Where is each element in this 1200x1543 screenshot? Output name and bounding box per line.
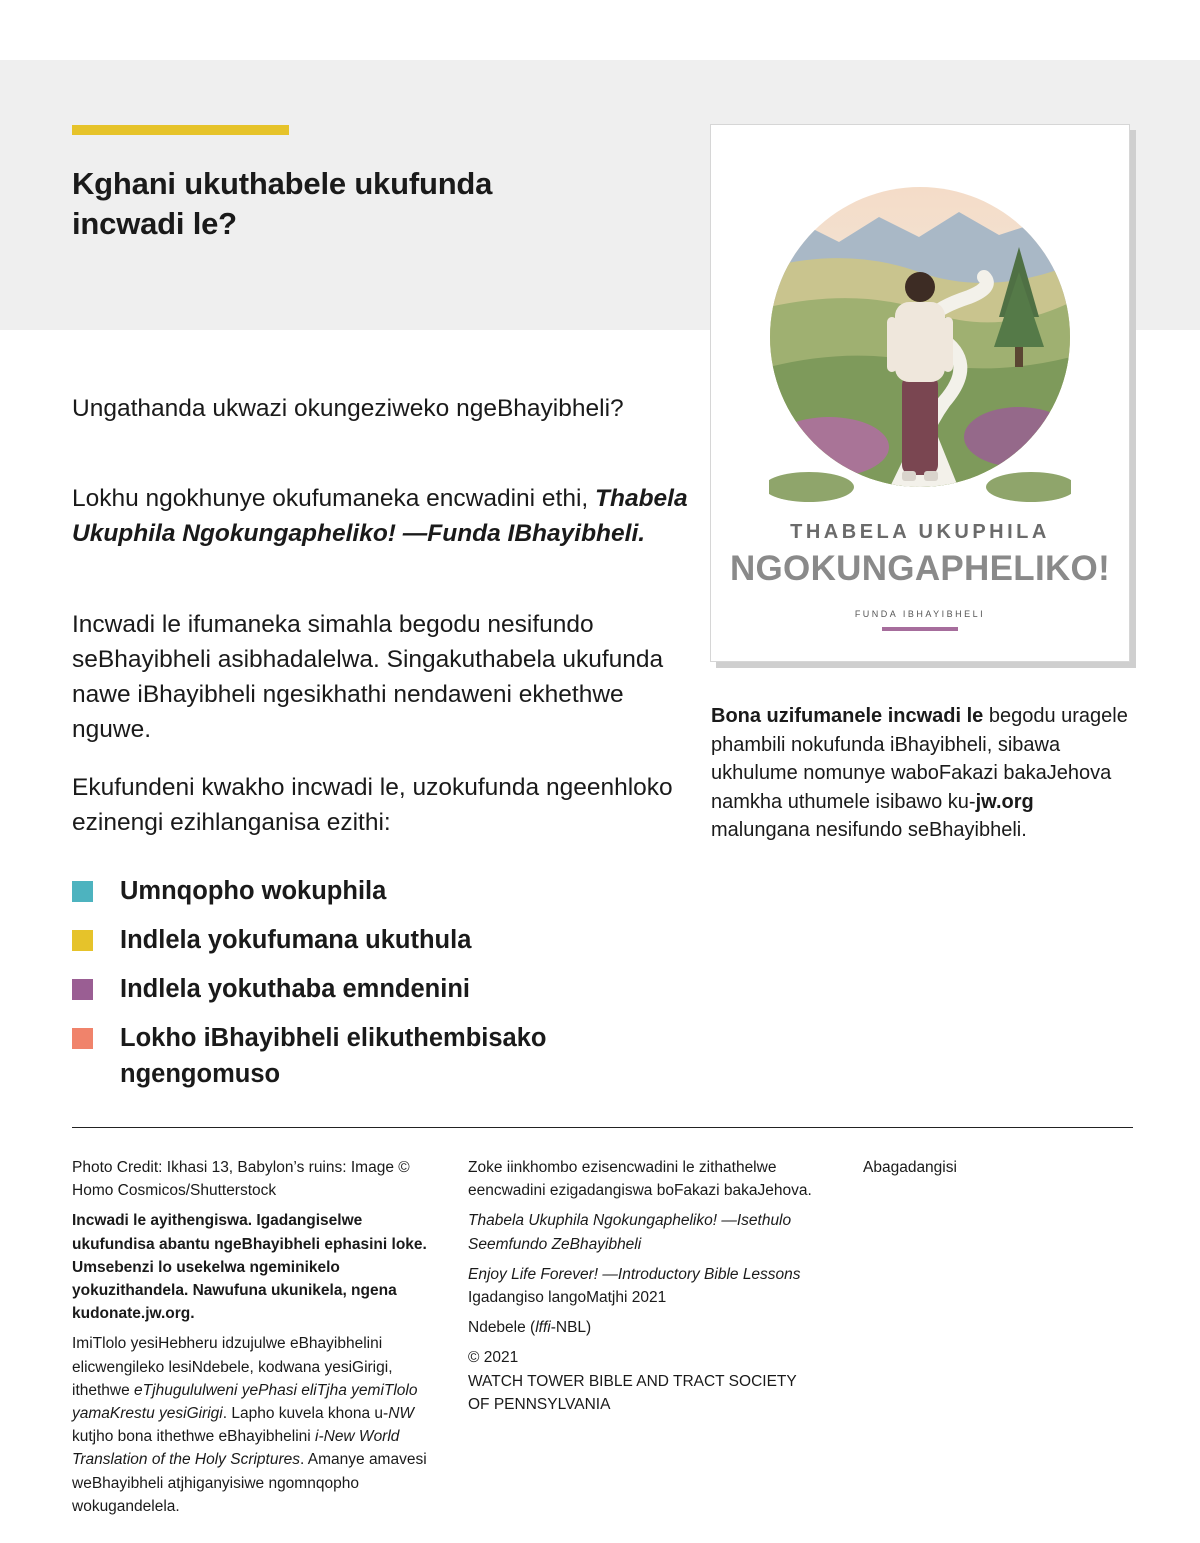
cover-illustration: [769, 187, 1071, 507]
intro-topics-lead: Ekufundeni kwakho incwadi le, uzokufunda ngeenhloko ezinengi ezihlanganisa ezithi:: [72, 774, 673, 836]
cta-bold-lead: Bona uzifumanele incwadi le: [711, 705, 984, 727]
intro-question: Ungathanda ukwazi okungeziweko ngeBhayibheli?: [72, 395, 624, 422]
book-cover: [710, 124, 1130, 662]
topic-label: Umnqopho wokuphila: [120, 877, 387, 905]
intro-free-offer: Incwadi le ifumaneka simahla begodu nesifundo seBhayibheli asibhadalelwa. Singakuthabela ukufunda nawe iBhayibheli ngesikhathi nendaweni ekhethwe nguwe.: [72, 611, 664, 743]
cover-title-line2: NGOKUNGAPHELIKO!: [729, 549, 1111, 588]
square-bullet-icon: [72, 881, 93, 902]
copyright-holder: WATCH TOWER BIBLE AND TRACT SOCIETY OF PENNSYLVANIA: [468, 1372, 797, 1413]
cta-text-end: malungana nesifundo seBhayibheli.: [711, 819, 1027, 842]
scripture-note-text: kutjho bona ithethwe eBhayibhelini: [72, 1428, 316, 1446]
intro-book-prefix: Lokhu ngokhunye okufumaneka encwadini ethi,: [72, 485, 596, 512]
scripture-translation-title: eTjhugululweni yePhasi eliTjha yemiTlolo yamaKrestu yesiGirigi: [72, 1381, 418, 1423]
square-bullet-icon: [72, 1028, 93, 1049]
square-bullet-icon: [72, 930, 93, 951]
cover-subtitle: FUNDA IBHAYIBHELI: [854, 609, 986, 619]
square-bullet-icon: [72, 979, 93, 1000]
topic-label: Indlela yokuthaba emndenini: [120, 975, 470, 1003]
intro-book-title: Thabela Ukuphila Ngokungapheliko! —Funda IBhayibheli.: [72, 485, 688, 547]
language-code: [468, 1316, 818, 1339]
topic-item: [72, 1020, 672, 1092]
source-note: Zoke iinkhombo ezisencwadini le zithathelwe eencwadini ezigadangiswa boFakazi bakaJehova.: [468, 1159, 812, 1200]
scripture-note-text: . Lapho kuvela khona u-: [222, 1405, 389, 1423]
topics-list: [72, 873, 672, 1105]
topic-label: Lokho iBhayibheli elikuthembisako ngengomuso: [120, 1024, 547, 1088]
title-english: Enjoy Life Forever! —Introductory Bible Lessons: [468, 1265, 801, 1283]
language-code-suffix: -NBL): [550, 1319, 592, 1337]
printing-date: Igadangiso langoMatjhi 2021: [468, 1289, 667, 1307]
scripture-note-text: ImiTlolo yesiHebheru idzujulwe eBhayibhelini elicwengileko lesiNdebele, kodwana yesiGirigi, ithethwe: [72, 1335, 393, 1399]
topic-item: [72, 873, 672, 909]
not-for-sale-notice: Incwadi le ayithengiswa. Igadangiselwe ukufundisa abantu ngeBhayibheli ephasini loke. Umsebenzi lo usekelwa ngeminikelo yokuzithandela. Nawufuna ukunikela, ngena kudonate.jw.org.: [72, 1212, 427, 1323]
topic-item: [72, 922, 672, 958]
header-accent-bar: [72, 125, 289, 135]
page-title: Kghani ukuthabele ukufunda incwadi le?: [72, 166, 493, 241]
title-ndebele: Thabela Ukuphila Ngokungapheliko! —Isethulo Seemfundo ZeBhayibheli: [468, 1212, 792, 1253]
publishers-label: Abagadangisi: [863, 1159, 957, 1176]
footer-column-publication: [468, 1156, 818, 1423]
title-english-block: [468, 1263, 818, 1309]
cover-title-line1: THABELA UKUPHILA: [790, 521, 1050, 543]
topic-label: Indlela yokufumana ukuthula: [120, 926, 472, 954]
topic-item: [72, 971, 672, 1007]
call-to-action: [711, 702, 1131, 845]
jw-org-link[interactable]: jw.org: [975, 790, 1034, 813]
nw-abbreviation: NW: [388, 1405, 415, 1423]
nwt-title: i-New World Translation of the Holy Scriptures: [72, 1428, 400, 1469]
footer-column-credits: [72, 1156, 432, 1525]
language-name: Ndebele (: [468, 1319, 536, 1337]
scripture-note-text: . Amanye amavesi weBhayibheli atjhiganyisiwe ngomnqopho wokugandelela.: [72, 1451, 427, 1515]
intro-book-mention: [72, 481, 692, 551]
cta-text: begodu uragele phambili nokufunda iBhayibheli, sibawa ukhulume nomunye waboFakazi bakaJehova namkha uthumele isibawo ku-: [711, 705, 1128, 813]
footer-column-publishers: [863, 1156, 1123, 1186]
footer-divider: [72, 1127, 1133, 1128]
scripture-note: [72, 1332, 432, 1518]
copyright-year: © 2021: [468, 1349, 519, 1367]
language-code-italic: lffi: [535, 1319, 551, 1337]
copyright: [468, 1346, 818, 1416]
photo-credit: Photo Credit: Ikhasi 13, Babylon’s ruins: Image © Homo Cosmicos/Shutterstock: [72, 1159, 410, 1200]
cover-accent-line: [882, 627, 958, 631]
